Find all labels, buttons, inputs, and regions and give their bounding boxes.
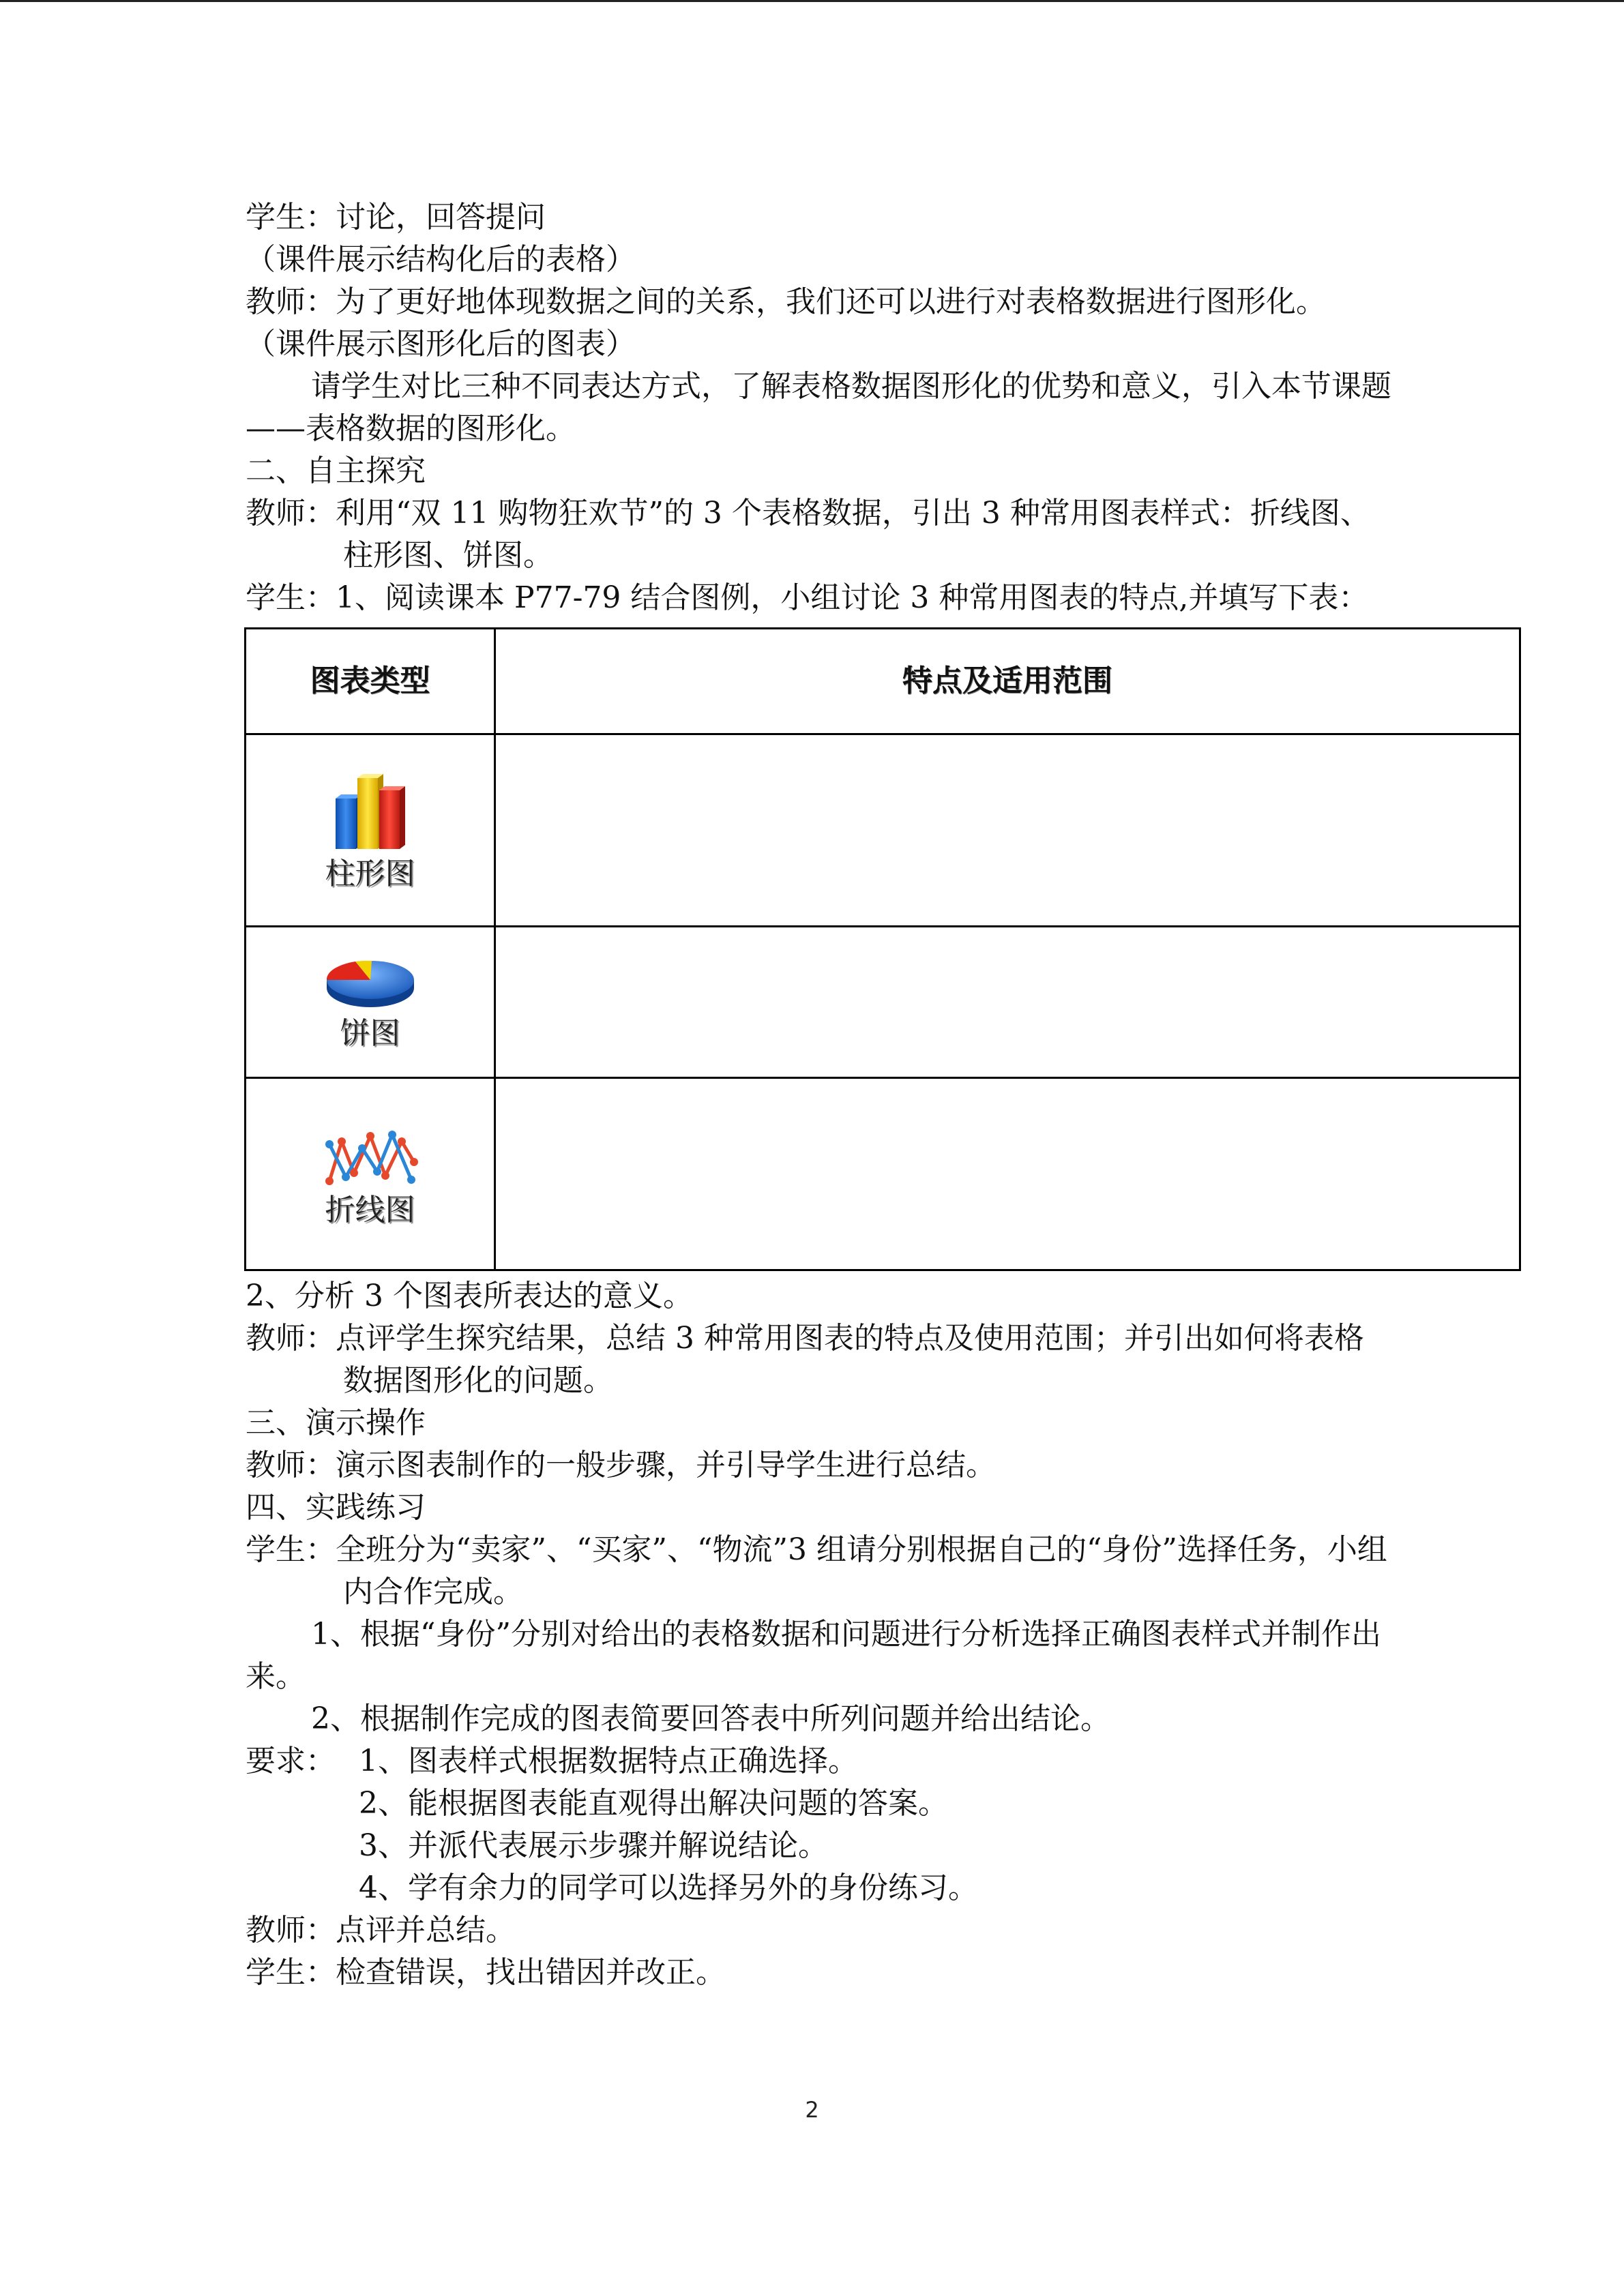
line-chart-icon xyxy=(246,1121,494,1189)
chart-type-label: 折线图 xyxy=(325,1192,415,1227)
bar-chart-icon xyxy=(246,770,494,853)
chart-type-label: 柱形图 xyxy=(325,856,415,891)
table-row xyxy=(246,734,1520,927)
features-cell-empty xyxy=(495,1078,1520,1270)
chart-type-cell xyxy=(246,927,495,1078)
requirements-first-line xyxy=(246,1740,1391,1783)
chart-type-cell xyxy=(246,734,495,927)
requirement-item: 3、并派代表展示步骤并解说结论。 xyxy=(359,1828,828,1863)
text-line: 学生：检查错误，找出错因并改正。 xyxy=(246,1955,726,1990)
text-paragraph: 学生：全班分为“卖家”、“买家”、“物流”3 组请分别根据自己的“身份”选择任务，小组内合作完成。 xyxy=(246,1532,1387,1609)
chart-type-label: 饼图 xyxy=(340,1015,400,1051)
pie-chart-icon xyxy=(246,954,494,1013)
text-paragraph: 1、根据“身份”分别对给出的表格数据和问题进行分析选择正确图表样式并制作出来。 xyxy=(246,1617,1381,1694)
requirements-label: 要求： xyxy=(246,1744,336,1778)
requirement-item: 2、能根据图表能直观得出解决问题的答案。 xyxy=(359,1786,948,1821)
text-line: 教师：点评并总结。 xyxy=(246,1913,516,1948)
text-paragraph: 教师：利用“双 11 购物狂欢节”的 3 个表格数据，引出 3 种常用图表样式：折线图、柱形图、饼图。 xyxy=(246,496,1370,573)
table-header-row xyxy=(246,629,1520,734)
section-heading: 二、自主探究 xyxy=(246,453,426,488)
page-content xyxy=(246,196,1391,1994)
text-paragraph: 学生：1、阅读课本 P77-79 结合图例，小组讨论 3 种常用图表的特点,并填写下表： xyxy=(246,580,1369,615)
header-chart-type: 图表类型 xyxy=(246,629,495,734)
chart-types-table xyxy=(244,627,1521,1271)
text-paragraph: 教师：为了更好地体现数据之间的关系，我们还可以进行对表格数据进行图形化。 xyxy=(246,284,1326,319)
chart-type-cell xyxy=(246,1078,495,1270)
features-cell-empty xyxy=(495,927,1520,1078)
table-row xyxy=(246,927,1520,1078)
text-paragraph: 请学生对比三种不同表达方式，了解表格数据图形化的优势和意义，引入本节课题——表格数据的图形化。 xyxy=(246,369,1391,446)
text-line: 教师：演示图表制作的一般步骤，并引导学生进行总结。 xyxy=(246,1448,996,1482)
text-line: 学生：讨论，回答提问 xyxy=(246,200,546,235)
features-cell-empty xyxy=(495,734,1520,927)
text-line: （课件展示图形化后的图表） xyxy=(246,327,636,361)
text-paragraph: 2、根据制作完成的图表简要回答表中所列问题并给出结论。 xyxy=(311,1701,1110,1736)
section-heading: 三、演示操作 xyxy=(246,1405,426,1440)
requirement-item: 1、图表样式根据数据特点正确选择。 xyxy=(359,1744,858,1778)
page-number: 2 xyxy=(805,2097,819,2123)
text-line: 2、分析 3 个图表所表达的意义。 xyxy=(246,1279,693,1313)
section-heading: 四、实践练习 xyxy=(246,1490,426,1525)
table-row xyxy=(246,1078,1520,1270)
header-features: 特点及适用范围 xyxy=(495,629,1520,734)
text-line: （课件展示结构化后的表格） xyxy=(246,242,636,277)
text-paragraph: 教师：点评学生探究结果，总结 3 种常用图表的特点及使用范围；并引出如何将表格数据图形化的问题。 xyxy=(246,1321,1364,1398)
requirement-item: 4、学有余力的同学可以选择另外的身份练习。 xyxy=(359,1870,978,1905)
